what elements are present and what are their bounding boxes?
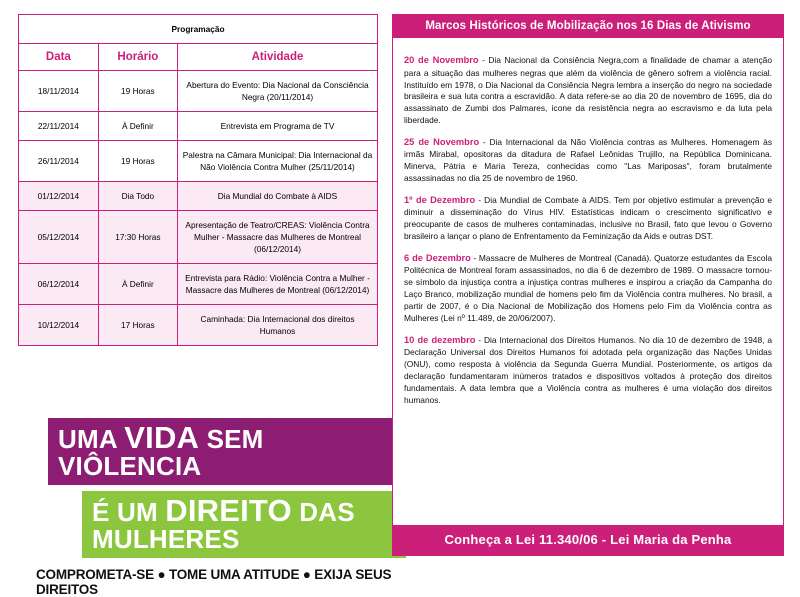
law-footer: Conheça a Lei 11.340/06 - Lei Maria da Penha — [393, 525, 783, 555]
table-row — [19, 305, 378, 346]
milestones-panel — [392, 14, 784, 556]
table-row — [19, 112, 378, 141]
column-header-horario: Horário — [98, 44, 177, 71]
schedule-header-row — [19, 44, 378, 71]
schedule-title: Programação — [19, 15, 378, 44]
slogan-line1-part1: UMA — [58, 424, 125, 454]
milestone-text: - Dia Nacional da Consiência Negra,com a finalidade de chamar a atenção para a situação das mulheres negras que além da violência de gênero sofrem a violência racial. Instituído em 1978, o Dia Nacional da Consiência Negra lembra a inserção do negro na sociedade brasileira e sua luta contra a escravidão. A data refere-se ao dia 20 de novembro de 1695, dia do assassinato de Zumbi dos Palmares, ícone da resistência negra ao escravismo e da luta pela liberdade. — [404, 55, 772, 126]
cell-horario: 19 Horas — [98, 71, 177, 112]
milestone-item — [404, 334, 772, 407]
cell-horario: À Definir — [98, 112, 177, 141]
slogan-line1-part2: VIDA — [124, 420, 200, 455]
slogan-line1-part3: SEM VIÔLENCIA — [58, 424, 264, 481]
milestone-text: - Dia Internacional dos Direitos Humanos. No dia 10 de dezembro de 1948, a Declaração Universal dos Direitos Humanos foi adotada pela organização das Nações Unidas (ONU), como resposta à violência da Segunda Guerra Mundial. Posteriormente, os artigos da declaração fundamentaram inúmeros tratados e dispositivos voltados à proteção dos direitos fundamentais. A data lembra que a Violência contra as mulheres é uma violação dos direitos humanos. — [404, 334, 772, 405]
slogan-block — [36, 418, 406, 597]
cell-atividade: Entrevista em Programa de TV — [178, 112, 378, 141]
cell-atividade: Entrevista para Rádio: Violência Contra a Mulher - Massacre das Mulheres de Montreal (06/12/2014) — [178, 264, 378, 305]
milestone-text: - Massacre de Mulheres de Montreal (Canadá). Quatorze estudantes da Escola Politécnica de Montreal foram assassinados, no dia 6 de dezembro de 1989. O massacre tornou-se símbolo da injustiça contra a injustiça contras mulheres e inspirou a criação da Campanha do Laço Branco, mobilização mundial de homens pelo fim da Violência contra mulheres. No brasil, a partir de 2007, é o Dia Nacional de Mobilização dos Homens pelo Fim da Violência contra as Mulheres (Lei nº 11.489, de 20/06/2007). — [404, 253, 772, 323]
milestone-date: 20 de Novembro — [404, 55, 479, 66]
milestone-item — [404, 194, 772, 243]
schedule-section — [18, 14, 392, 597]
cell-data: 10/12/2014 — [19, 305, 99, 346]
slogan-line2-part1: É UM — [92, 497, 166, 527]
slogan-line-2 — [82, 491, 406, 558]
cell-data: 18/11/2014 — [19, 71, 99, 112]
cell-horario: Dia Todo — [98, 182, 177, 211]
cell-data: 26/11/2014 — [19, 141, 99, 182]
slogan-line-1 — [48, 418, 406, 485]
milestone-text: - Dia Internacional da Não Violência contras as Mulheres. Homenagem às irmãs Mirabal, opositoras da ditadura de Rafael Leônidas Trujillo, na República Dominicana. Minerva, Pátria e Maria Tereza, conhecidas como "Las Mariposas", foram brutalmente assassinadas no dia 25 de novembro de 1960. — [404, 137, 773, 184]
cell-atividade: Apresentação de Teatro/CREAS: Violência Contra Mulher - Massacre das Mulheres de Montreal (06/12/2014) — [178, 211, 378, 264]
cell-atividade: Caminhada: Dia Internacional dos direitos Humanos — [178, 305, 378, 346]
milestone-item — [404, 54, 772, 127]
milestones-header: Marcos Históricos de Mobilização nos 16 Dias de Ativismo — [393, 15, 783, 38]
slogan-line2-part3: DAS MULHERES — [92, 497, 355, 554]
milestone-item — [404, 136, 772, 185]
cell-atividade: Abertura do Evento: Dia Nacional da Consciência Negra (20/11/2014) — [178, 71, 378, 112]
cell-data: 06/12/2014 — [19, 264, 99, 305]
schedule-title-row — [19, 15, 378, 44]
column-header-data: Data — [19, 44, 99, 71]
cell-horario: 19 Horas — [98, 141, 177, 182]
milestone-date: 25 de Novembro — [404, 137, 480, 148]
table-row — [19, 264, 378, 305]
cell-data: 05/12/2014 — [19, 211, 99, 264]
milestones-body — [393, 38, 783, 502]
column-header-atividade: Atividade — [178, 44, 378, 71]
milestone-text: - Dia Mundial de Combate à AIDS. Tem por objetivo estimular a prevenção e diminuir a disseminação do Vírus HIV. Estatísticas indicam o crescimento significativo e preocupante de casos de mulheres contaminadas, inclusive no Brasil, fato que levou o Governo brasileiro a lançar o plano de Enfrentamento da Feminização da Aids e outras DST. — [404, 195, 773, 242]
cell-horario: À Definir — [98, 264, 177, 305]
table-row — [19, 211, 378, 264]
cell-horario: 17:30 Horas — [98, 211, 177, 264]
cell-atividade: Dia Mundial do Combate à AIDS — [178, 182, 378, 211]
cell-atividade: Palestra na Câmara Municipal: Dia Internacional da Não Violência Contra Mulher (25/11/2014) — [178, 141, 378, 182]
cell-data: 22/11/2014 — [19, 112, 99, 141]
milestone-date: 6 de Dezembro — [404, 253, 471, 264]
milestone-date: 1º de Dezembro — [404, 195, 476, 206]
milestone-item — [404, 252, 772, 325]
cell-horario: 17 Horas — [98, 305, 177, 346]
slogan-line2-part2: DIREITO — [165, 493, 292, 528]
cell-data: 01/12/2014 — [19, 182, 99, 211]
slogan-subtitle: COMPROMETA-SE ● TOME UMA ATITUDE ● EXIJA SEUS DIREITOS — [36, 567, 392, 597]
milestone-date: 10 de dezembro — [404, 334, 476, 345]
table-row — [19, 71, 378, 112]
table-row — [19, 182, 378, 211]
table-row — [19, 141, 378, 182]
schedule-table — [18, 14, 378, 346]
